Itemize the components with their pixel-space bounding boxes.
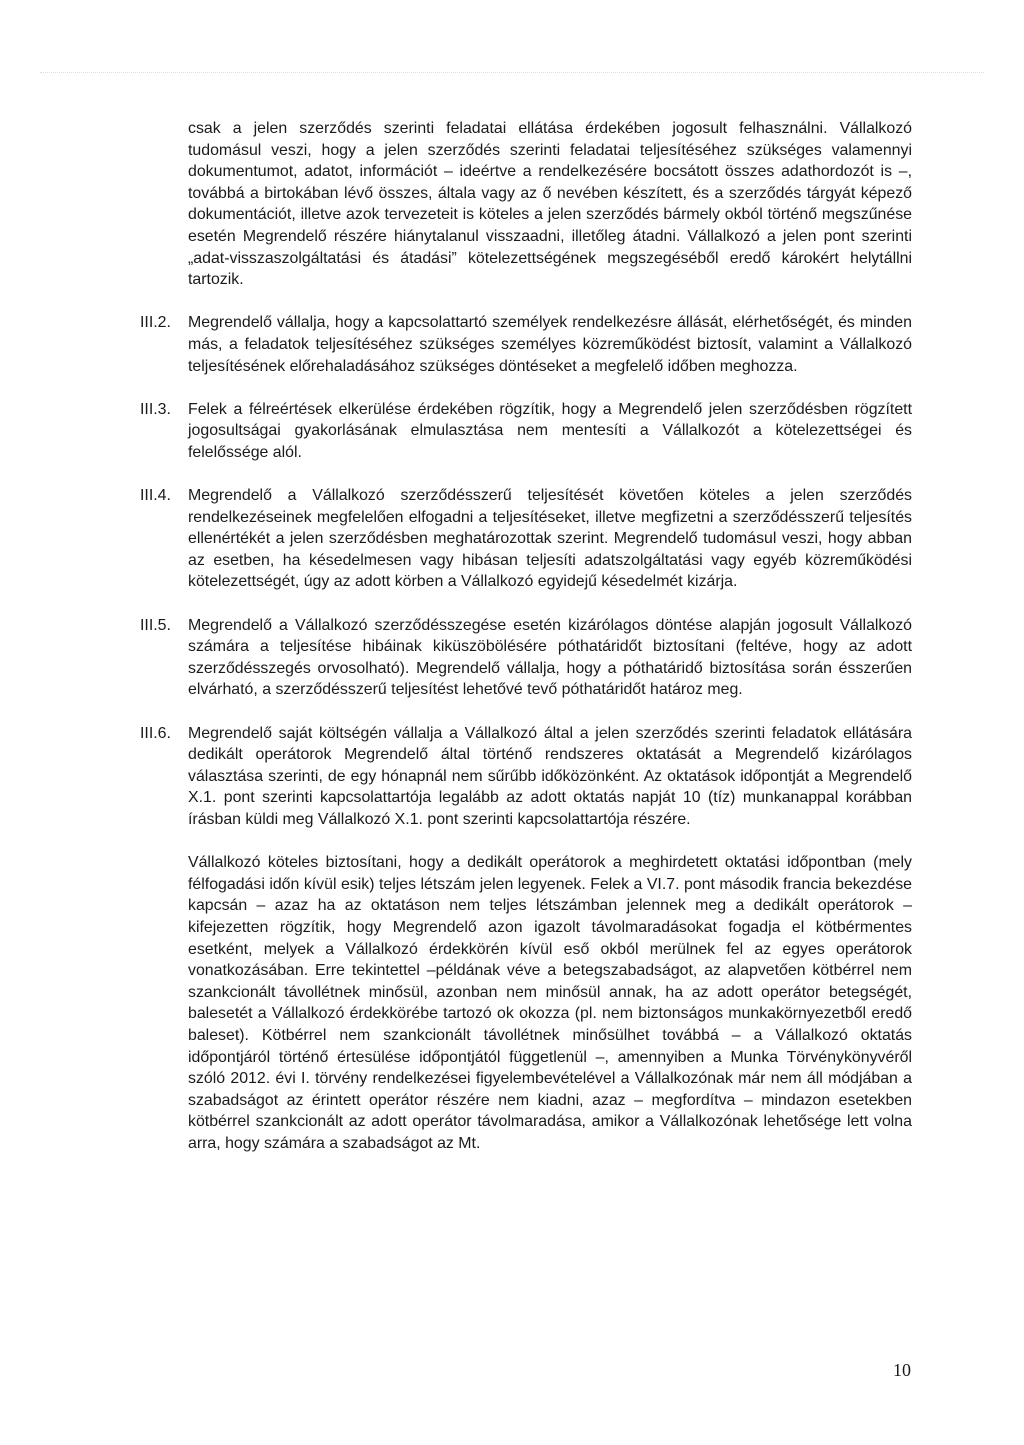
scan-artifact-line [40, 72, 984, 74]
paragraph-text: csak a jelen szerződés szerinti feladatai ellátása érdekében jogosult felhasználni. Vállalkozó tudomásul veszi, hogy a jelen szerződés szerinti feladatai teljesítéséhez szükséges valamennyi dokumentumot, adatot, információt – ideértve a rendelkezésére bocsátott összes adathordozót is –, továbbá a birtokában lévő összes, általa vagy az ő nevében készített, és a szerződés tárgyát képező dokumentációt, illetve azok tervezeteit is köteles a jelen szerződés bármely okból történő megszűnése esetén Megrendelő részére hiánytalanul visszaadni, illetőleg átadni. Vállalkozó a jelen pont szerinti „adat-visszaszolgáltatási és átadási” kötelezettségének megszegéséből eredő károkért helytállni tartozik. [188, 120, 912, 289]
paragraph-iii-6 [140, 723, 912, 831]
paragraph-iii-3 [140, 399, 912, 464]
paragraph-text: Megrendelő saját költségén vállalja a Vállalkozó által a jelen szerződés szerinti feladatok ellátására dedikált operátorok Megrendelő által történő rendszeres oktatását a Megrendelő kizárólagos választása szerinti, de egy hónapnál nem sűrűbb időközönként. Az oktatások időpontját a Megrendelő X.1. pont szerinti kapcsolattartója legalább az adott oktatás napját 10 (tíz) munkanappal korábban írásban küldi meg Vállalkozó X.1. pont szerinti kapcsolattartója részére. [188, 724, 912, 828]
paragraph-number: III.4. [140, 487, 171, 505]
paragraph-iii-2 [140, 312, 912, 377]
paragraph-text: Megrendelő vállalja, hogy a kapcsolattartó személyek rendelkezésre állását, elérhetőségét, és minden más, a feladatok teljesítéséhez szükséges személyes közreműködést biztosít, valamint a Vállalkozó teljesítésének előrehaladásához szükséges döntéseket a megfelelő időben meghozza. [188, 314, 912, 375]
paragraph-text: Vállalkozó köteles biztosítani, hogy a dedikált operátorok a meghirdetett oktatási időpontban (mely félfogadási időn kívül esik) teljes létszám jelen legyenek. Felek a VI.7. pont második francia bekezdése kapcsán – azaz ha az oktatáson nem teljes létszámban jelennek meg a dedikált operátorok – kifejezetten rögzítik, hogy Megrendelő azon igazolt távolmaradásokat fogadja el kötbérmentes esetként, melyek a Vállalkozó érdekkörén kívül eső okból merülnek fel az egyes operátorok vonatkozásában. Erre tekintettel –példának véve a betegszabadságot, az alapvetően kötbérrel nem szankcionált távollétnek minősül, azonban nem minősül annak, ha az adott operátor betegségét, balesetét a Vállalkozó érdekkörébe tartozó ok okozza (pl. nem biztonságos munkakörnyezetből eredő baleset). Kötbérrel nem szankcionált távollétnek minősülhet továbbá – a Vállalkozó oktatás időpontjáról történő értesülése időpontjától függetlenül –, amennyiben a Munka Törvénykönyvéről szóló 2012. évi I. törvény rendelkezései figyelembevételével a Vállalkozónak már nem áll módjában a szabadságot az érintett operátor részére nem kiadni, azaz – megfordítva – mindazon esetekben kötbérrel szankcionált az adott operátor távolmaradása, amikor a Vállalkozónak lehetősége lett volna arra, hogy számára a szabadságot az Mt. [188, 854, 912, 1152]
paragraph-iii-4 [140, 485, 912, 593]
paragraph-continuation [140, 118, 912, 291]
paragraph-number: III.5. [140, 616, 171, 634]
paragraph-text: Megrendelő a Vállalkozó szerződésszegése esetén kizárólagos döntése alapján jogosult Vállalkozó számára a teljesítése hibáinak kiküszöbölésére póthatáridőt biztosítani (feltéve, hogy az adott szerződésszegés orvosolható). Megrendelő vállalja, hogy a póthatáridő biztosítása során ésszerűen elvárható, a szerződésszerű teljesítést lehetővé tevő póthatáridőt határoz meg. [188, 616, 912, 699]
paragraph-number: III.3. [140, 400, 171, 418]
document-body [140, 118, 912, 1155]
paragraph-iii-5 [140, 615, 912, 701]
paragraph-number: III.2. [140, 314, 171, 332]
page-number: 10 [893, 1360, 911, 1380]
paragraph-text: Megrendelő a Vállalkozó szerződésszerű teljesítését követően köteles a jelen szerződés rendelkezéseinek megfelelően elfogadni a teljesítéseket, illetve megfizetni a szerződésszerű teljesítés ellenértékét a jelen szerződésben meghatározottak szerint. Megrendelő tudomásul veszi, hogy abban az esetben, ha késedelmesen vagy hibásan teljesíti adatszolgáltatási vagy egyéb közreműködési kötelezettségét, úgy az adott körben a Vállalkozó egyidejű késedelmét kizárja. [188, 487, 912, 591]
paragraph-text: Felek a félreértések elkerülése érdekében rögzítik, hogy a Megrendelő jelen szerződésben rögzített jogosultságai gyakorlásának elmulasztása nem mentesíti a Vállalkozót a kötelezettségei és felelőssége alól. [188, 400, 912, 461]
paragraph-number: III.6. [140, 724, 171, 742]
paragraph-iii-6-continued [140, 852, 912, 1154]
